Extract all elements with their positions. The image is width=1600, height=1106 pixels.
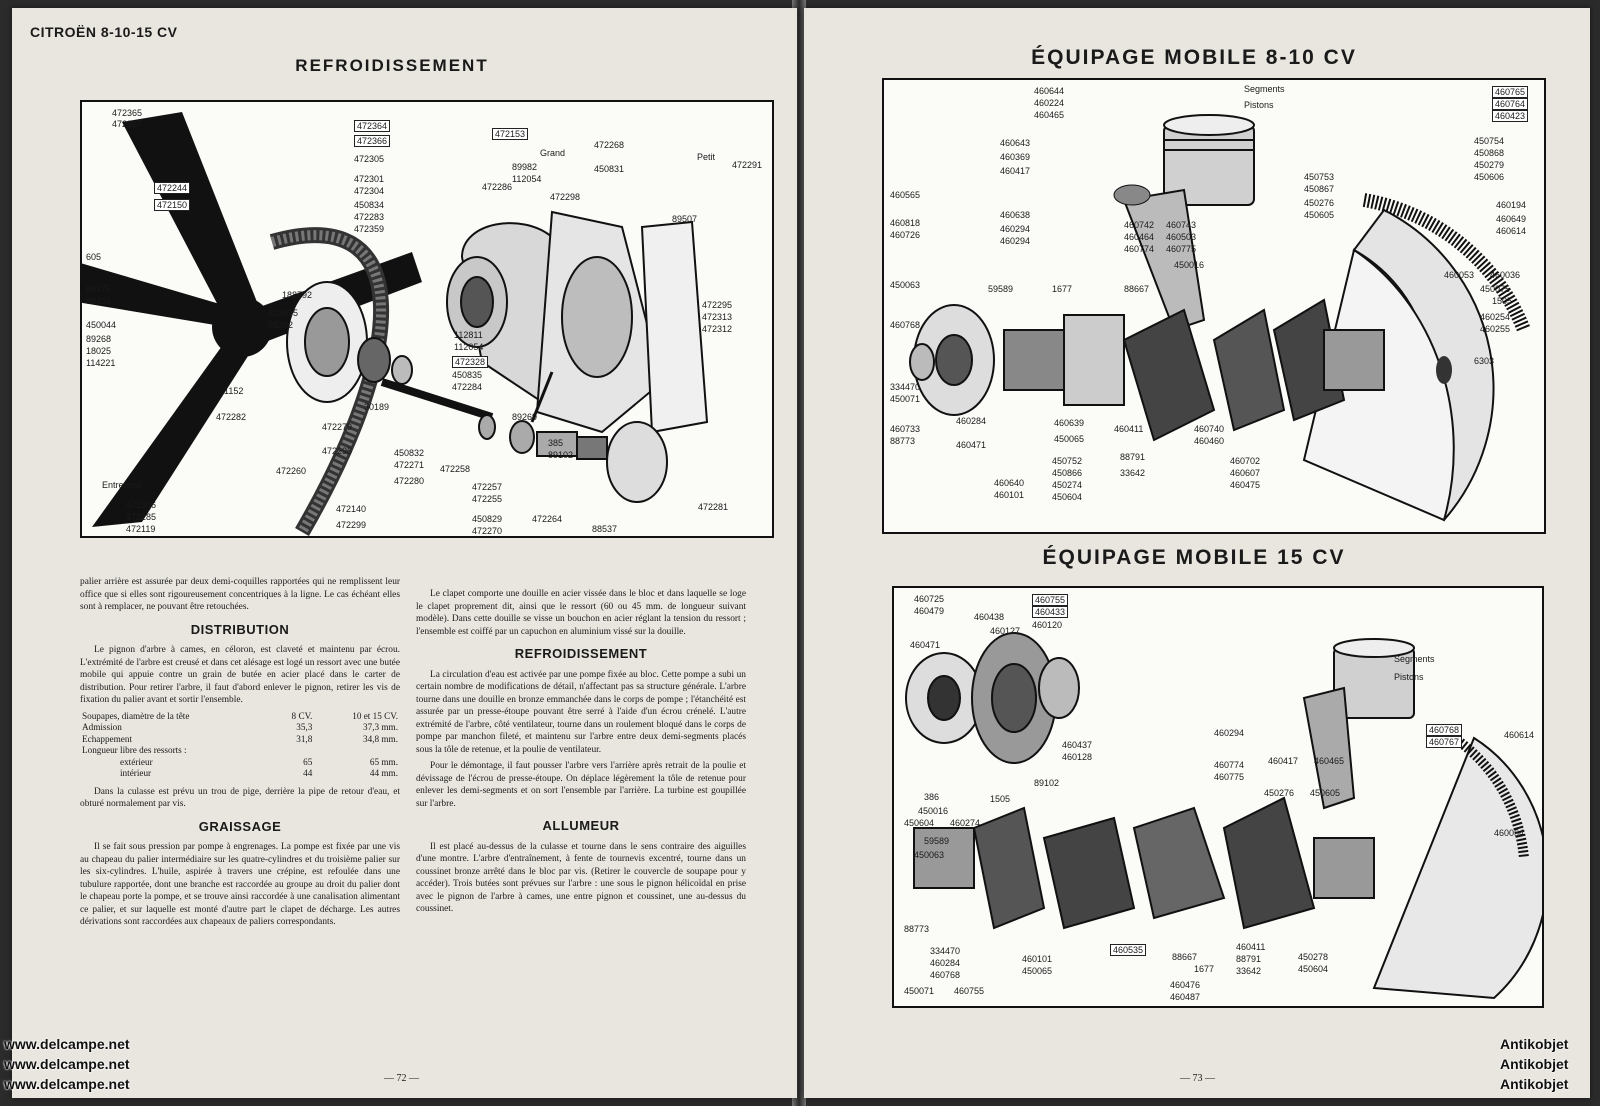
text-column-1 — [80, 576, 400, 933]
part-label: 460128 — [1062, 752, 1093, 762]
part-label: 88435 — [86, 296, 112, 306]
part-label: 450832 — [394, 448, 425, 458]
part-label: 88773 — [904, 924, 930, 934]
part-label: 33642 — [1120, 468, 1146, 478]
watermark-text: www.delcampe.net — [4, 1076, 130, 1092]
part-label: 460101 — [994, 490, 1025, 500]
part-label: 472258 — [440, 464, 471, 474]
part-label: 472260 — [276, 466, 307, 476]
part-label: 188792 — [282, 290, 313, 300]
part-label: 88791 — [1236, 954, 1262, 964]
heading-allumeur: ALLUMEUR — [542, 818, 620, 833]
part-label: 450605 — [1310, 788, 1341, 798]
part-label: 472270 — [472, 526, 503, 536]
part-label: 472150 — [154, 199, 190, 211]
paragraph: Il se fait sous pression par pompe à engrenages. La pompe est fixée par une vis au chapeau du palier intermédiaire sur les quatre-cylindres et du troisième palier sur les six-cylindres. L'huile, aspirée à travers une crépine, est refoulée dans une tubulure rapportée, dont une branche est raccordée au groupe au droit du palier dont le chapeau porte la pompe, et se trouve ainsi raccordée à une canalisation alimentant ce palier, et sur laquelle est monté d'autre part le clapet de décharge. Les autres dérivations sont raccordées aux chapeaux de paliers correspondants. — [80, 842, 400, 927]
part-label: 472366 — [354, 135, 390, 147]
part-label: 460640 — [994, 478, 1025, 488]
part-label: 460767 — [1426, 736, 1462, 748]
part-label: 460733 — [890, 424, 921, 434]
crank-assembly-illustration — [884, 80, 1544, 532]
part-label: 1505 — [1492, 296, 1513, 306]
part-label: 460607 — [1230, 468, 1261, 478]
table-cell: extérieur — [120, 756, 153, 767]
part-label: 450606 — [1474, 172, 1505, 182]
table-cell: 10 et 15 CV. — [352, 710, 398, 721]
part-label: 450063 — [914, 850, 945, 860]
part-label: 460487 — [1170, 992, 1201, 1002]
part-label: 472279 — [322, 422, 353, 432]
part-label: 88667 — [1172, 952, 1198, 962]
paragraph: Il est placé au-dessus de la culasse et tourne dans le sens contraire des aiguilles d'une montre. L'arbre d'entraînement, à fente de tournevis excentré, tourne dans un coussinet bronze arrêté dans le bloc par vis. (Retirer le couvercle de soupape pour y accéder). Trois butées sont prévues sur l'arbre : une sous le pignon hélicoïdal en prise avec le pignon de l'arbre à cames, une entre pignon et coussinet, une au-dessus du coussinet. — [416, 841, 746, 914]
table-row — [80, 757, 400, 769]
table-cell: Echappement — [82, 733, 132, 744]
part-label: 450276 — [1304, 198, 1335, 208]
part-label: 450016 — [918, 806, 949, 816]
part-label: 89507 — [672, 214, 698, 224]
part-label: 1505 — [990, 794, 1011, 804]
part-label: 460638 — [1000, 210, 1031, 220]
part-label-grand: Grand — [540, 148, 566, 158]
part-label: 112811 — [454, 330, 483, 340]
part-label: 472153 — [492, 128, 528, 140]
part-label: 460742 — [1124, 220, 1155, 230]
part-label: 472312 — [702, 324, 733, 334]
table-row — [80, 722, 400, 734]
paragraph: Le clapet comporte une douille en acier vissée dans le bloc et dans laquelle se loge le clapet proprement dit, ainsi que le ressort (60 ou 45 mm. de longueur suivant modèle). Dans cette douille se visse un bouchon en acier réglant la tension du ressort ; l'ensemble est coiffé par un capuchon en aluminium vissé sur la douille. — [416, 589, 746, 637]
watermark-text: Antikobjet — [1500, 1036, 1569, 1052]
part-label: 460127 — [990, 626, 1021, 636]
part-label: 472257 — [472, 482, 503, 492]
part-label: 460565 — [890, 190, 921, 200]
part-label: 460417 — [1000, 166, 1031, 176]
part-label: 450835 — [452, 370, 483, 380]
part-label: 460423 — [1492, 110, 1528, 122]
table-cell: 35,3 — [296, 722, 313, 732]
crank-assembly-8-10cv-diagram — [882, 78, 1546, 534]
part-label: 6303 — [1474, 356, 1495, 366]
part-label: 460726 — [890, 230, 921, 240]
part-label: 460775 — [1214, 772, 1245, 782]
part-label: 460476 — [1170, 980, 1201, 990]
part-label: 460768 — [890, 320, 921, 330]
part-label: 472280 — [394, 476, 425, 486]
part-label: 460460 — [1194, 436, 1225, 446]
part-label: 460503 — [1166, 232, 1197, 242]
part-label: 460535 — [1110, 944, 1146, 956]
part-label: 88282 — [268, 320, 294, 330]
cooling-parts-illustration — [82, 102, 772, 536]
part-label: 334470 — [890, 382, 921, 392]
part-label: 460774 — [1214, 760, 1245, 770]
part-label: 450604 — [1052, 492, 1083, 502]
table-row — [80, 745, 400, 757]
part-label: 472365 — [112, 108, 143, 118]
part-label: 460774 — [1124, 244, 1155, 254]
part-label: 88773 — [890, 436, 916, 446]
cooling-exploded-diagram — [80, 100, 774, 538]
part-label: 472281 — [698, 502, 729, 512]
valve-spec-table — [80, 711, 400, 780]
part-label: 472301 — [354, 174, 385, 184]
watermark-text: www.delcampe.net — [4, 1056, 130, 1072]
part-label: 460411 — [1114, 424, 1144, 434]
part-label: 460433 — [1032, 606, 1068, 618]
part-label: 472304 — [354, 186, 385, 196]
part-label: 88667 — [1124, 284, 1150, 294]
part-label: 460643 — [1000, 138, 1031, 148]
part-label: 450071 — [890, 394, 921, 404]
text-column-2 — [416, 588, 746, 920]
part-label: 450752 — [1052, 456, 1083, 466]
table-cell: Soupapes, diamètre de la tête — [82, 710, 190, 721]
part-label: 450754 — [1474, 136, 1505, 146]
paragraph: Pour le démontage, il faut pousser l'arbre vers l'arrière après retrait de la poulie et dévissage de l'écrou de presse-étoupe. On déplace légèrement la tôle de retenue pour enlever les demi-segments et on sort l'ensemble par l'arrière. La turbine est goupillée sur l'arbre. — [416, 761, 746, 809]
table-cell: 34,8 mm. — [363, 733, 398, 744]
part-label: 460437 — [1062, 740, 1093, 750]
part-label: 460479 — [914, 606, 945, 616]
running-head: CITROËN 8-10-15 CV — [30, 24, 178, 40]
page-72 — [12, 8, 797, 1098]
part-label: 89102 — [1034, 778, 1060, 788]
part-label: 472286 — [482, 182, 513, 192]
part-label: 460743 — [1166, 220, 1197, 230]
part-label: 472244 — [154, 182, 190, 194]
page-number: — 72 — — [384, 1073, 419, 1084]
part-label-segments: Segments — [1244, 84, 1285, 94]
watermark-text: Antikobjet — [1500, 1056, 1569, 1072]
part-label: 460740 — [1194, 424, 1225, 434]
heading-distribution: DISTRIBUTION — [190, 621, 290, 637]
part-label: 112054 — [454, 342, 484, 352]
part-label: 460194 — [1496, 200, 1527, 210]
part-label: 450016 — [1174, 260, 1205, 270]
part-label: 472296 — [322, 446, 353, 456]
part-label: 460294 — [1214, 728, 1245, 738]
part-label: 33642 — [1236, 966, 1262, 976]
part-label: 450063 — [890, 280, 921, 290]
part-label: 1152 — [224, 386, 244, 396]
part-label: 472305 — [354, 154, 385, 164]
part-label: 450278 — [1298, 952, 1329, 962]
part-label: 59589 — [988, 284, 1014, 294]
part-label: 460369 — [1000, 152, 1031, 162]
part-label-pistons: Pistons — [1394, 672, 1424, 682]
part-label: 472291 — [732, 160, 763, 170]
part-label: 460054 — [1494, 828, 1525, 838]
part-label: 88791 — [1120, 452, 1146, 462]
table-cell: 44 mm. — [369, 768, 398, 778]
part-label: 460818 — [890, 218, 921, 228]
part-label: 460284 — [956, 416, 987, 426]
part-label: 385 — [548, 438, 564, 448]
table-cell — [272, 745, 315, 757]
heading-graissage: GRAISSAGE — [198, 818, 282, 834]
part-label: 88537 — [592, 524, 618, 534]
part-label: 460036 — [1490, 270, 1521, 280]
part-label: 460274 — [950, 818, 981, 828]
part-label: 460053 — [1444, 270, 1475, 280]
part-label: 450071 — [904, 986, 935, 996]
heading-refroidissement: REFROIDISSEMENT — [514, 646, 648, 661]
part-label: 472364 — [354, 120, 390, 132]
part-label: 472295 — [702, 300, 733, 310]
diagram-title-refroidissement: REFROIDISSEMENT — [295, 56, 489, 75]
part-label: 460120 — [1032, 620, 1063, 630]
part-label: 89268 — [86, 334, 112, 344]
part-label: 450831 — [594, 164, 625, 174]
part-label: 460255 — [1480, 324, 1511, 334]
part-label: 450605 — [1304, 210, 1335, 220]
part-label: 460768 — [930, 970, 961, 980]
diagram-title-8-10cv: ÉQUIPAGE MOBILE 8-10 CV — [1031, 46, 1357, 69]
part-label: 460284 — [930, 958, 961, 968]
table-row — [80, 768, 400, 780]
part-label: 450867 — [1304, 184, 1335, 194]
part-label: 450753 — [1304, 172, 1335, 182]
part-label: 460294 — [1000, 224, 1031, 234]
paragraph: Dans la culasse est prévu un trou de pige, derrière la pipe de retour d'eau, et obturé normalement par vis. — [80, 786, 400, 809]
part-label: 472284 — [452, 382, 483, 392]
part-label: 472285 — [126, 512, 157, 522]
part-label: 450604 — [1298, 964, 1329, 974]
part-label: 472282 — [216, 412, 247, 422]
part-label: 472328 — [452, 356, 488, 368]
part-label: 472283 — [354, 212, 385, 222]
part-label: 1677 — [1052, 284, 1073, 294]
part-label: 460614 — [1496, 226, 1527, 236]
part-label: 472264 — [532, 514, 563, 524]
watermark-text: Antikobjet — [1500, 1076, 1569, 1092]
part-label: 460725 — [914, 594, 945, 604]
part-label: 89102 — [548, 450, 574, 460]
part-label-segments: Segments — [1394, 654, 1435, 664]
part-label: 128835 — [268, 308, 299, 318]
part-label: 472313 — [702, 312, 733, 322]
part-label: 450868 — [1474, 148, 1505, 158]
part-label: 460768 — [1426, 724, 1462, 736]
part-label: 472119 — [126, 524, 156, 534]
part-label: 472298 — [550, 192, 581, 202]
part-label: 460294 — [1000, 236, 1031, 246]
part-label: 450065 — [1022, 966, 1053, 976]
part-label: 89269 — [512, 412, 538, 422]
table-cell: 65 — [303, 756, 313, 767]
table-cell: 44 — [303, 768, 313, 778]
part-label: 472367 — [112, 119, 143, 129]
part-label: 460775 — [1166, 244, 1197, 254]
part-label: 472255 — [472, 494, 503, 504]
part-label: 59589 — [924, 836, 950, 846]
part-label: 472306 — [126, 500, 157, 510]
part-label: 460614 — [1504, 730, 1535, 740]
part-label: 450274 — [1052, 480, 1083, 490]
part-label: 18025 — [86, 346, 112, 356]
part-label-entretoise: Entretoise — [102, 480, 143, 490]
table-cell: 8 CV. — [291, 710, 313, 721]
table-cell: Admission — [82, 722, 122, 732]
part-label: 450276 — [1264, 788, 1295, 798]
part-label: 472271 — [394, 460, 425, 470]
table-cell: intérieur — [120, 768, 152, 778]
part-label: 450834 — [354, 200, 385, 210]
part-label: 460224 — [1034, 98, 1065, 108]
part-label: 460639 — [1054, 418, 1085, 428]
paragraph: La circulation d'eau est activée par une pompe fixée au bloc. Cette pompe a subi un certain nombre de modifications de détail, n'affectant pas sa structure générale. L'arbre tourne dans une douille en bronze emmanchée dans le corps de pompe ; l'étanchéité est assurée par un presse-étoupe pouvant être serré à l'aide d'un écrou crénelé. L'autre extrémité de l'arbre, côté ventilateur, tourne dans un roulement bloqué dans le corps de pompe par manchon fileté, et maintenu sur l'arbre entre deux demi-segments placés sous la tôle de retenue, et la poulie de ventilateur. — [416, 669, 746, 755]
page-73 — [804, 8, 1590, 1098]
paragraph: Le pignon d'arbre à cames, en céloron, est claveté et maintenu par écrou. L'extrémité de l'arbre est creusé et dans cet alésage est logé un ressort avec une butée mobile qui appuie contre un grain de butée en acier placé dans le carter de distribution. Pour retirer l'arbre, il faut d'abord enlever le pignon, retirer les vis de fixation du palier avant et sortir l'ensemble. — [80, 645, 400, 705]
part-label: 450829 — [472, 514, 503, 524]
part-label-pistons: Pistons — [1244, 100, 1274, 110]
part-label: 450866 — [1052, 468, 1083, 478]
crank-assembly-15cv-diagram — [892, 586, 1544, 1008]
part-label: 460465 — [1034, 110, 1065, 120]
part-label: 460649 — [1496, 214, 1527, 224]
part-label: 460755 — [954, 986, 985, 996]
part-label: 334470 — [930, 946, 961, 956]
part-label: 460254 — [1480, 312, 1511, 322]
part-label-petit: Petit — [697, 152, 716, 162]
table-cell — [314, 745, 400, 757]
part-label: 386 — [924, 792, 940, 802]
part-label: 460411 — [1236, 942, 1266, 952]
part-label: 472140 — [336, 504, 367, 514]
table-cell: 31,8 — [296, 733, 313, 744]
part-label: 30189 — [364, 402, 390, 412]
table-cell: 37,3 mm. — [363, 722, 398, 732]
table-cell: Longueur libre des ressorts : — [82, 745, 187, 755]
part-label: 472359 — [354, 224, 385, 234]
part-label: 114221 — [86, 358, 116, 368]
part-label: 460475 — [1230, 480, 1261, 490]
part-label: 460764 — [1492, 98, 1528, 110]
part-label: 450279 — [1474, 160, 1505, 170]
part-label: 460702 — [1230, 456, 1261, 466]
part-label: 450075 — [1480, 284, 1511, 294]
part-label: 450044 — [86, 320, 117, 330]
part-label: 460765 — [1492, 86, 1528, 98]
table-cell: 65 mm. — [369, 756, 398, 767]
part-label: 460417 — [1268, 756, 1299, 766]
part-label: 88475 — [86, 284, 112, 294]
part-label: 460465 — [1314, 756, 1345, 766]
diagram-title-15cv: ÉQUIPAGE MOBILE 15 CV — [1042, 546, 1346, 569]
part-label: 460644 — [1034, 86, 1065, 96]
part-label: 89982 — [512, 162, 538, 172]
part-label: 472268 — [594, 140, 625, 150]
part-label: 460755 — [1032, 594, 1068, 606]
paragraph: palier arrière est assurée par deux demi-coquilles rapportées qui ne remplissent leur office que si elles sont rigoureusement concentriques à la ligne. Le cas échéant elles sont à remplacer, ne pouvant être retouchées. — [80, 577, 400, 612]
part-label: 460464 — [1124, 232, 1155, 242]
part-label: 450604 — [904, 818, 935, 828]
watermark-text: www.delcampe.net — [4, 1036, 130, 1052]
part-label: 460438 — [974, 612, 1005, 622]
part-label: 112054 — [512, 174, 542, 184]
page-number: — 73 — — [1180, 1073, 1215, 1084]
part-label: 460471 — [956, 440, 987, 450]
part-label: 1677 — [1194, 964, 1215, 974]
part-label: 460471 — [910, 640, 941, 650]
part-label: 450065 — [1054, 434, 1085, 444]
table-row — [80, 734, 400, 746]
part-label: 472299 — [336, 520, 367, 530]
part-label: 605 — [86, 252, 102, 262]
table-row — [80, 711, 400, 723]
part-label: 460101 — [1022, 954, 1053, 964]
